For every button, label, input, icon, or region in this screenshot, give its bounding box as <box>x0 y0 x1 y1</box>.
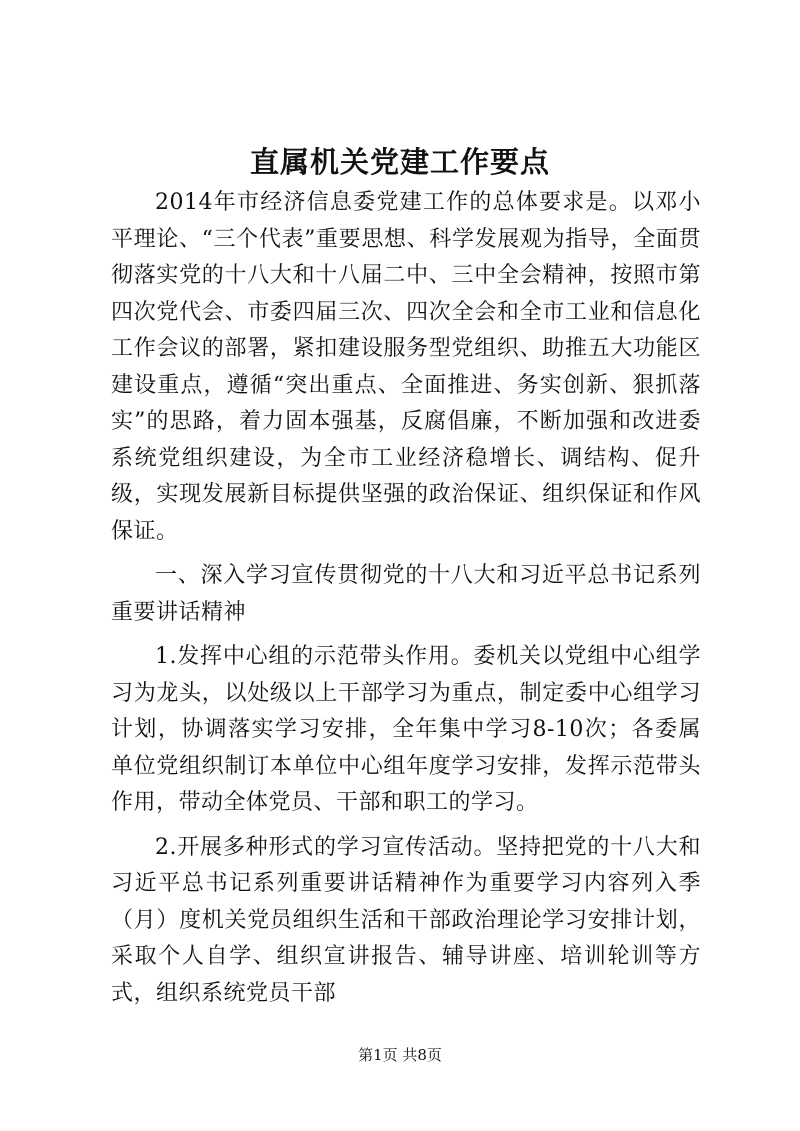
section-heading-1: 一、深入学习宣传贯彻党的十八大和习近平总书记系列重要讲话精神 <box>111 563 701 625</box>
document-title: 直属机关党建工作要点 <box>249 145 550 179</box>
page-number: 第1页 共8页 <box>358 1046 442 1064</box>
document-body <box>111 185 701 1012</box>
intro-paragraph: 2014年市经济信息委党建工作的总体要求是。以邓小平理论、“三个代表”重要思想、科学发展观为指导，全面贯彻落实党的十八大和十八届二中、三中全会精神，按照市第四次党代会、市委四届三次、四次全会和全市工业和信息化工作会议的部署，紧扣建设服务型党组织、助推五大功能区建设重点，遵循“突出重点、全面推进、务实创新、狠抓落实”的思路，着力固本强基，反腐倡廉，不断加强和改进委系统党组织建设，为全市工业经济稳增长、调结构、促升级，实现发展新目标提供坚强的政治保证、组织保证和作风保证。 <box>111 190 701 544</box>
item-paragraph-1: 1.发挥中心组的示范带头作用。委机关以党组中心组学习为龙头，以处级以上干部学习为重点，制定委中心组学习计划，协调落实学习安排，全年集中学习8-10次；各委属单位党组织制订本单位中心组年度学习安排，发挥示范带头作用，带动全体党员、干部和职工的学习。 <box>111 644 701 815</box>
item-paragraph-2: 2.开展多种形式的学习宣传活动。坚持把党的十八大和习近平总书记系列重要讲话精神作为重要学习内容列入季（月）度机关党员组织生活和干部政治理论学习安排计划，采取个人自学、组织宣讲报告、辅导讲座、培训轮训等方式，组织系统党员干部 <box>111 834 701 1006</box>
